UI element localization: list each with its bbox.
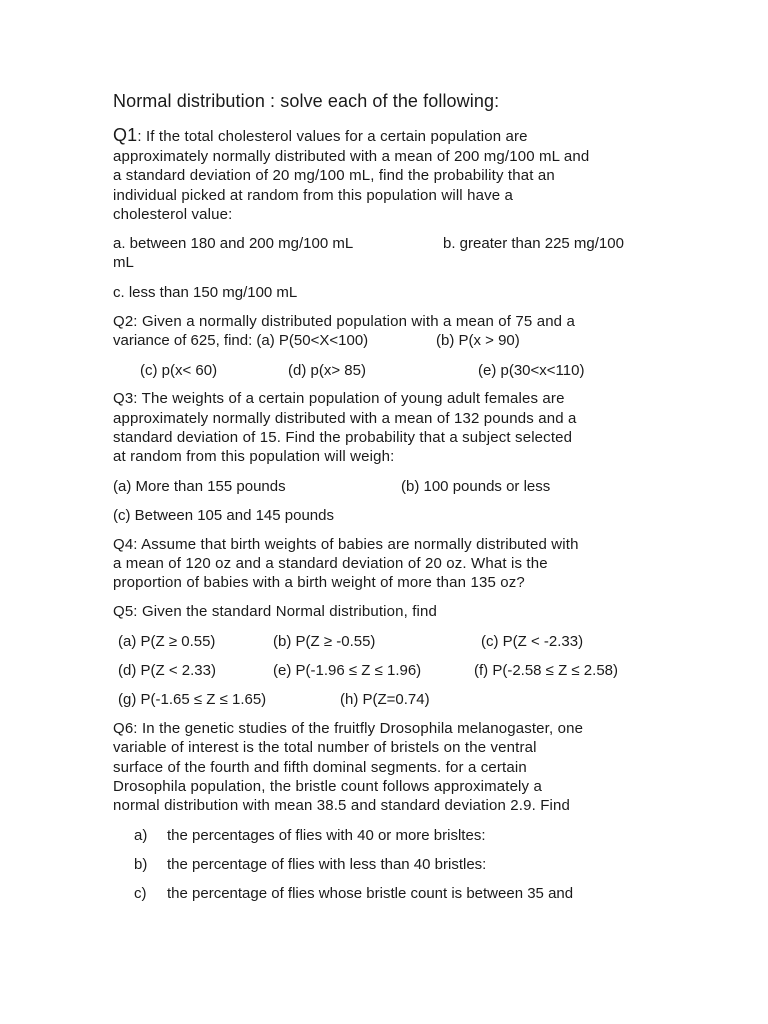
q6-line-3: surface of the fourth and fifth dominal segments. for a certain bbox=[113, 759, 527, 776]
q6-item-a-text: the percentages of flies with 40 or more brisltes: bbox=[167, 827, 486, 844]
q5-option-d: (d) P(Z < 2.33) bbox=[118, 662, 216, 679]
q2-option-e: (e) p(30<x<110) bbox=[478, 362, 585, 379]
q5-option-f: (f) P(-2.58 ≤ Z ≤ 2.58) bbox=[474, 662, 619, 679]
q6-line-1: Q6: In the genetic studies of the fruitfly Drosophila melanogaster, one bbox=[113, 720, 584, 737]
q1-text-1: : If the total cholesterol values for a certain population are bbox=[137, 128, 528, 145]
q2-line-2b: (b) P(x > 90) bbox=[436, 332, 520, 349]
q6-line-5: normal distribution with mean 38.5 and standard deviation 2.9. Find bbox=[113, 797, 570, 814]
q3-option-b: (b) 100 pounds or less bbox=[401, 478, 551, 495]
q6-item-b-text: the percentage of flies with less than 40 bristles: bbox=[167, 856, 487, 873]
q5-option-h: (h) P(Z=0.74) bbox=[340, 691, 430, 708]
q2-option-d: (d) p(x> 85) bbox=[288, 362, 366, 379]
q1-option-a: a. between 180 and 200 mg/100 mL bbox=[113, 235, 354, 252]
q1-option-b: b. greater than 225 mg/100 bbox=[443, 235, 624, 252]
q3-line-3: standard deviation of 15. Find the probability that a subject selected bbox=[113, 429, 573, 446]
q2-option-c: (c) p(x< 60) bbox=[140, 362, 218, 379]
page-title: Normal distribution : solve each of the following: bbox=[113, 91, 500, 111]
q6-line-4: Drosophila population, the bristle count follows approximately a bbox=[113, 778, 542, 795]
q3-line-2: approximately normally distributed with a mean of 132 pounds and a bbox=[113, 410, 577, 427]
q6-item-c-text: the percentage of flies whose bristle count is between 35 and bbox=[167, 885, 574, 902]
q1-option-c: c. less than 150 mg/100 mL bbox=[113, 284, 298, 301]
q1-line-1 bbox=[113, 126, 528, 147]
q1-line-5: cholesterol value: bbox=[113, 206, 233, 223]
q3-option-a: (a) More than 155 pounds bbox=[113, 478, 286, 495]
q5-option-a: (a) P(Z ≥ 0.55) bbox=[118, 633, 216, 650]
q5-option-b: (b) P(Z ≥ -0.55) bbox=[273, 633, 376, 650]
q2-line-2a: variance of 625, find: (a) P(50<X<100) bbox=[113, 332, 369, 349]
q1-line-2: approximately normally distributed with a mean of 200 mg/100 mL and bbox=[113, 148, 590, 165]
q4-line-1: Q4: Assume that birth weights of babies are normally distributed with bbox=[113, 536, 579, 553]
q6-item-a-marker: a) bbox=[134, 827, 148, 844]
q5-option-g: (g) P(-1.65 ≤ Z ≤ 1.65) bbox=[118, 691, 267, 708]
q1-option-b-cont: mL bbox=[113, 254, 134, 271]
q1-line-4: individual picked at random from this population will have a bbox=[113, 187, 514, 204]
q3-line-4: at random from this population will weigh: bbox=[113, 448, 395, 465]
q2-line-1: Q2: Given a normally distributed population with a mean of 75 and a bbox=[113, 313, 575, 330]
q1-label: Q1 bbox=[113, 125, 138, 145]
q1-line-3: a standard deviation of 20 mg/100 mL, find the probability that an bbox=[113, 167, 555, 184]
q3-line-1: Q3: The weights of a certain population of young adult females are bbox=[113, 390, 565, 407]
q4-line-3: proportion of babies with a birth weight of more than 135 oz? bbox=[113, 574, 525, 591]
q3-option-c: (c) Between 105 and 145 pounds bbox=[113, 507, 334, 524]
q5-option-e: (e) P(-1.96 ≤ Z ≤ 1.96) bbox=[273, 662, 422, 679]
q6-item-b-marker: b) bbox=[134, 856, 148, 873]
q6-line-2: variable of interest is the total number of bristels on the ventral bbox=[113, 739, 537, 756]
q5-intro: Q5: Given the standard Normal distribution, find bbox=[113, 603, 438, 620]
q5-option-c: (c) P(Z < -2.33) bbox=[481, 633, 584, 650]
q6-item-c-marker: c) bbox=[134, 885, 147, 902]
q4-line-2: a mean of 120 oz and a standard deviation of 20 oz. What is the bbox=[113, 555, 548, 572]
